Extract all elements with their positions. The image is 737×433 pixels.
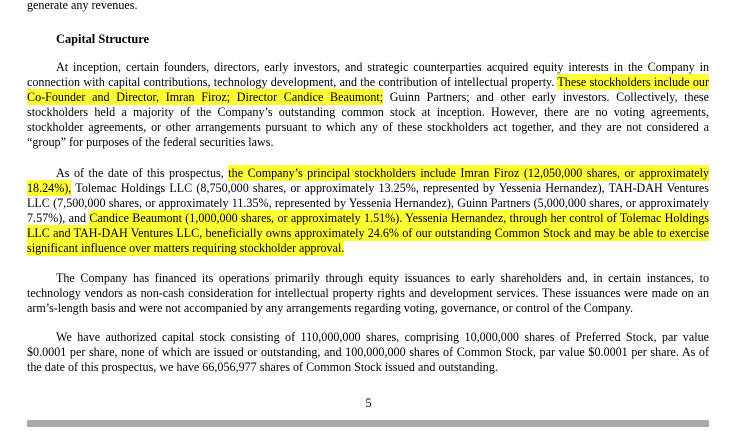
text-segment: As of the date of this prospectus,: [56, 166, 229, 180]
previous-text-line: generate any revenues.: [27, 0, 138, 12]
paragraph-authorized-capital: We have authorized capital stock consisting of 110,000,000 shares, comprising 10,000,000 shares of Preferred Stock, par value $0.0001 per share, none of which are issued or outstanding, and 100,000,000 shares of Common Stock, par value $0.0001 per share. As of the date of this prospectus, we have 66,056,977 shares of Common Stock issued and outstanding.: [27, 330, 709, 374]
paragraph-financing: The Company has financed its operations primarily through equity issuances to early shareholders and, in certain instances, to technology vendors as non-cash consideration for intellectual property rights and development services. These issuances were made on an arm’s-length basis and were not accompanied by any arrangements regarding voting, governance, or control of the Company.: [27, 271, 709, 315]
page-number: 5: [365, 396, 372, 410]
highlighted-text: the Company’s principal stockholders include Imran Firoz (12,050,000 shares, or approximately 18.24%),: [27, 166, 709, 195]
highlighted-text: Candice Beaumont (1,000,000 shares, or approximately 1.51%). Yessenia Hernandez, through her control of Tolemac Holdings LLC and TAH-DAH Ventures LLC, beneficially owns approximately 24.6% of our outstanding Common Stock and may be able to exercise significant influence over matters requiring stockholder approval.: [27, 211, 709, 255]
paragraph-inception: [27, 60, 709, 150]
paragraph-principal-stockholders: [27, 166, 709, 256]
footer-rule: [27, 420, 709, 427]
text-segment: Guinn Partners; and other early investors. Collectively, these stockholders held a majority of the Company’s outstanding common stock at inception. However, there are no voting agreements, stockholder agreements, or other arrangements pursuant to which any of these stockholders act together, and they are not considered a “group” for purposes of the federal securities laws.: [27, 90, 710, 149]
section-heading: Capital Structure: [56, 32, 150, 46]
text-segment: At inception, certain founders, directors, early investors, and strategic counterparties acquired equity interests in the Company in connection with capital contributions, technology development, and the contribution of intellectual property.: [27, 60, 709, 89]
highlighted-text: These stockholders include our Co-Founder and Director, Imran Firoz; Director Candice Beaumont;: [27, 75, 709, 104]
text-segment: Tolemac Holdings LLC (8,750,000 shares, or approximately 13.25%, represented by Yessenia Hernandez), TAH-DAH Ventures LLC (7,500,000 shares, or approximately 11.35%, represented by Yessenia Hernandez), Guinn Partners (5,000,000 shares, or approximately 7.57%), and: [27, 181, 709, 225]
